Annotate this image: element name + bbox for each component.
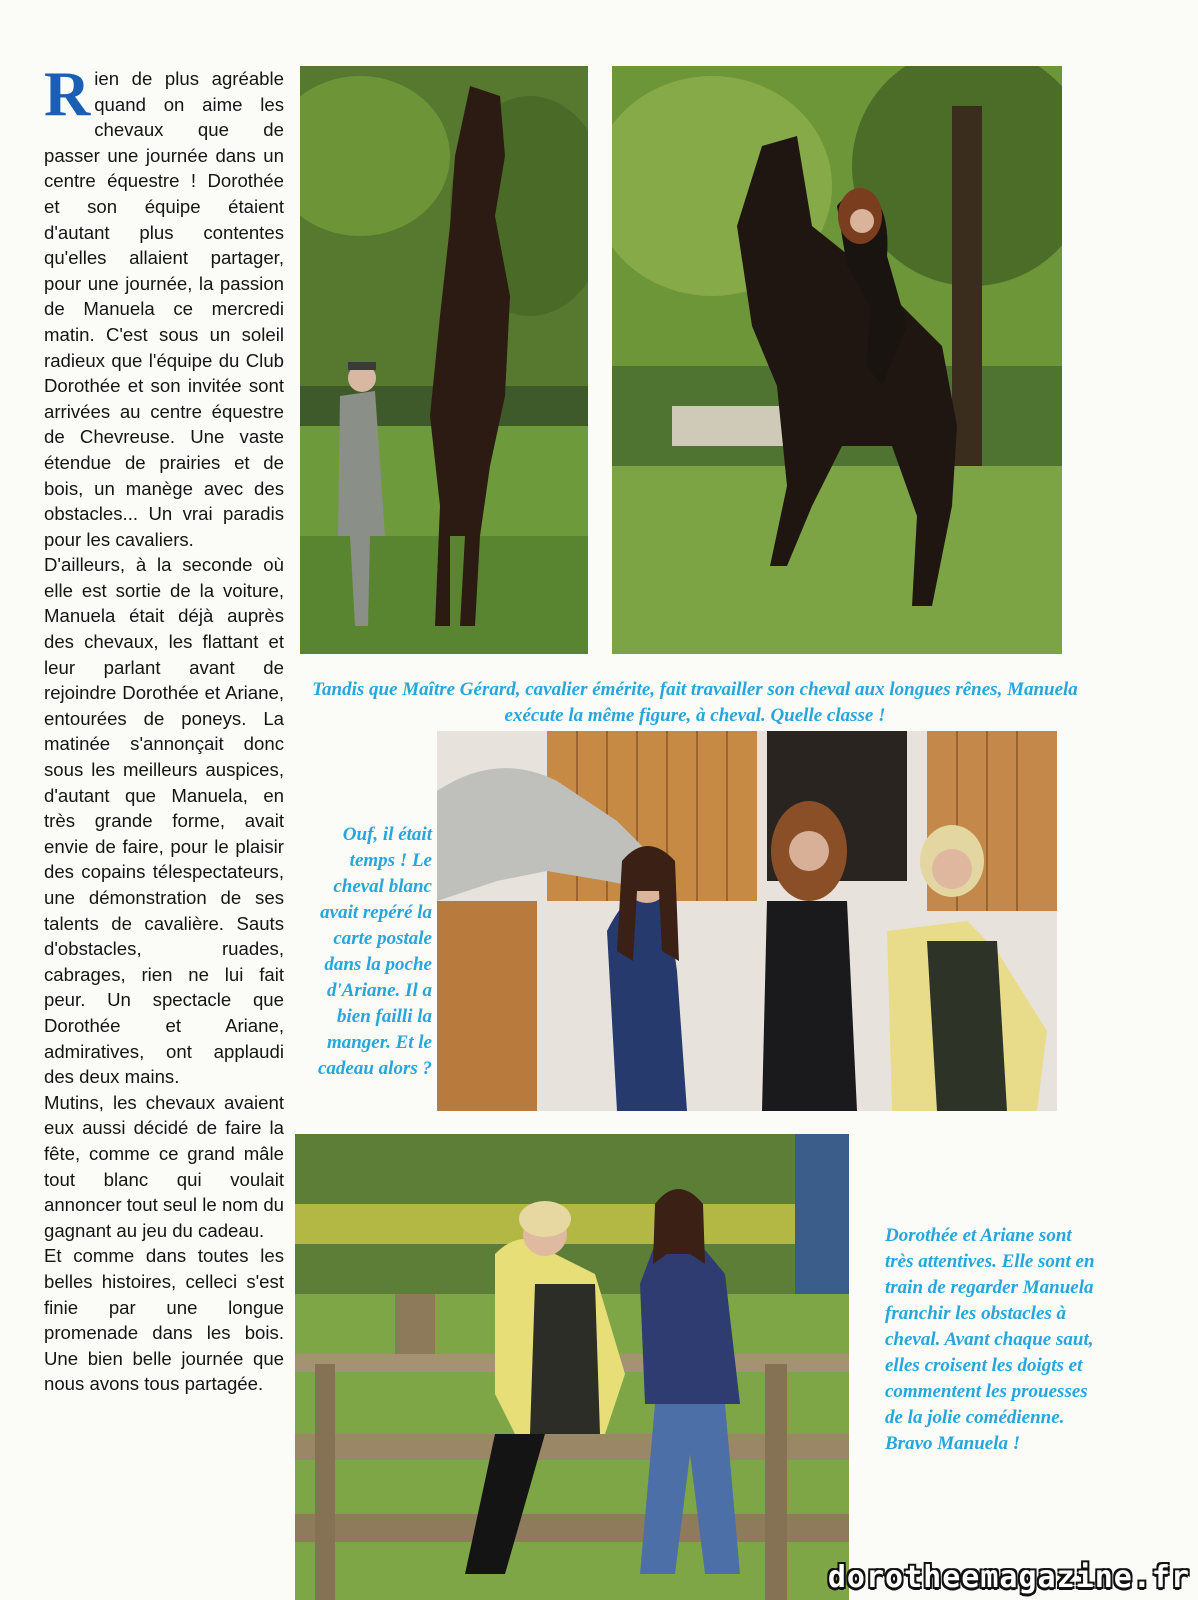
article-text bbox=[44, 58, 284, 1397]
photo-dorothee-ariane-fence bbox=[295, 1134, 849, 1600]
caption-top: Tandis que Maître Gérard, cavalier émérite, fait travailler son cheval aux longues rênes, Manuela exécute la même figure, à cheval. Quelle classe ! bbox=[312, 679, 1078, 726]
caption-middle: Ouf, il était temps ! Le cheval blanc avait repéré la carte postale dans la poche d'Ariane. Il a bien failli la manger. Et le cadeau alors ? bbox=[318, 824, 432, 1079]
photo-trainer-rearing-horse bbox=[300, 66, 588, 654]
caption-bottom: Dorothée et Ariane sont très attentives. Elle sont en train de regarder Manuela franchir les obstacles à cheval. Avant chaque saut, elles croisent les doigts et commentent les prouesses de la jolie comédienne. Bravo Manuela ! bbox=[885, 1225, 1095, 1454]
article-paragraph: Mutins, les chevaux avaient eux aussi décidé de faire la fête, comme ce grand mâle tout blanc qui voulait annoncer tout seul le nom du gagnant au jeu du cadeau. bbox=[44, 1091, 284, 1241]
drop-cap: R bbox=[44, 58, 91, 129]
watermark: dorotheemagazine.fr bbox=[827, 1560, 1190, 1595]
photo-white-horse-stable bbox=[437, 731, 1057, 1111]
article-paragraph: ien de plus agréable quand on aime les chevaux que de passer une journée dans un centre équestre ! Dorothée et son équipe étaient d'autant plus contentes qu'elles allaient partager, pour une journée, la passion de Manuela ce mercredi matin. C'est sous un soleil radieux que l'équipe du Club Dorothée et son invitée sont arrivées au centre équestre de Chevreuse. Une vaste étendue de prairies et de bois, un manège avec des obstacles... Un vrai paradis pour les cavaliers. bbox=[44, 68, 284, 550]
article-paragraph: Et comme dans toutes les belles histoires, celleci s'est finie par une longue promenade dans les bois. Une bien belle journée que nous avons tous partagée. bbox=[44, 1245, 284, 1395]
photo-manuela-rearing-horse bbox=[612, 66, 1062, 654]
article-paragraph: D'ailleurs, à la seconde où elle est sortie de la voiture, Manuela était déjà auprès des chevaux, les flattant et leur parlant avant de rejoindre Dorothée et Ariane, entourées de poneys. La matinée s'annonçait donc sous les meilleurs auspices, d'autant que Manuela, en très grande forme, avait envie de faire, pour le plaisir des copains télespectateurs, une démonstration de ses talents de cavalière. Sauts d'obstacles, ruades, cabrages, rien ne lui fait peur. Un spectacle que Dorothée et Ariane, admiratives, ont applaudi des deux mains. bbox=[44, 554, 284, 1088]
